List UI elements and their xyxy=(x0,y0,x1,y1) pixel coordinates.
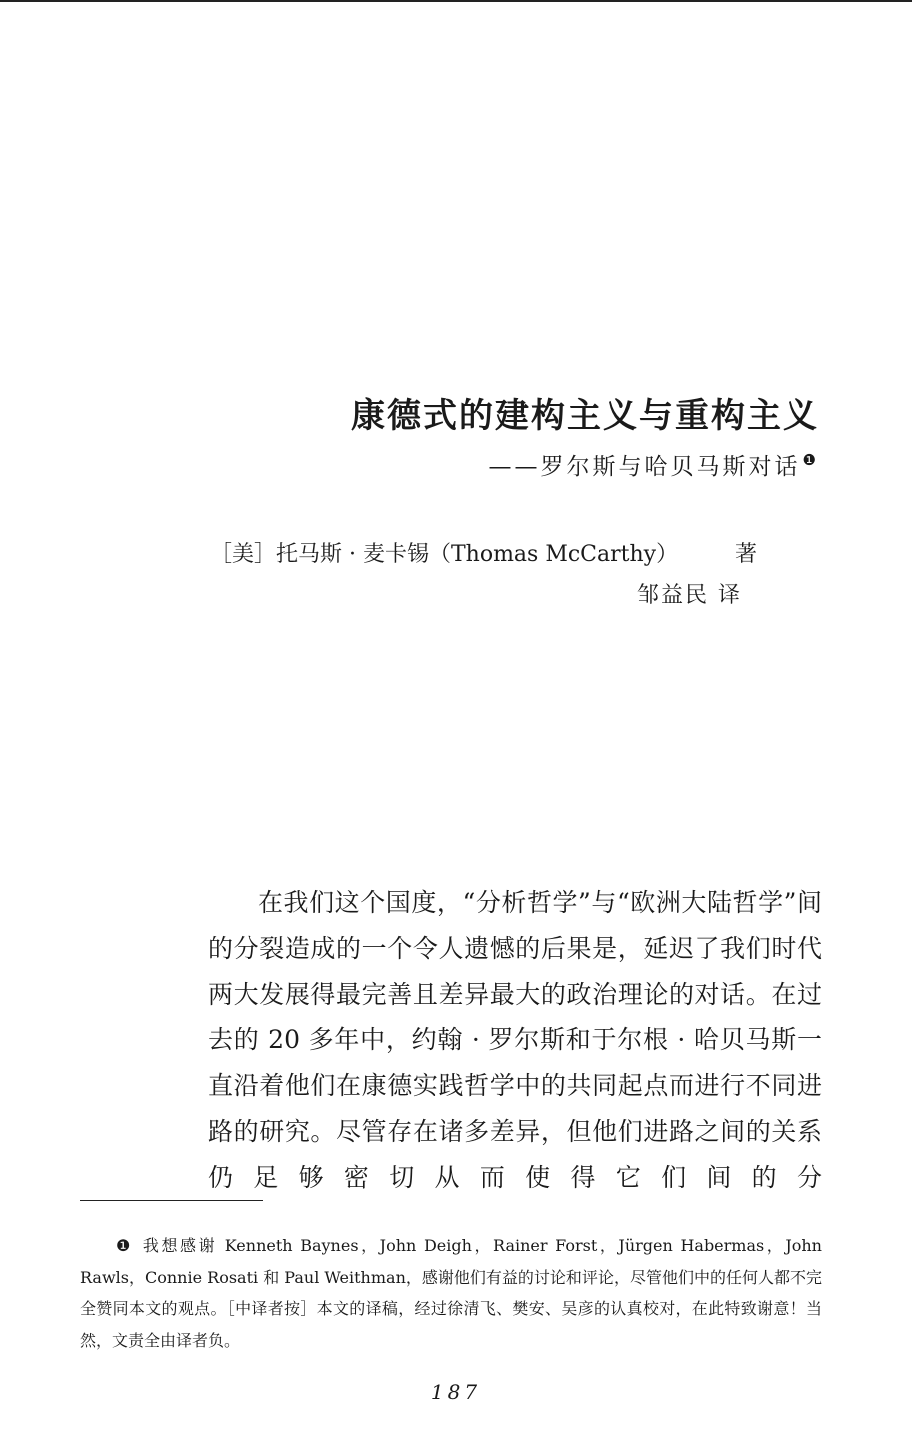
footnote-reference-marker[interactable]: ❶ xyxy=(802,451,819,469)
footnote-text: 我想感谢 Kenneth Baynes，John Deigh，Rainer Forst，Jürgen Habermas，John Rawls，Connie Rosati 和 Paul Weithman，感谢他们有益的讨论和评论，尽管他们中的任何人都不完全赞同本文的观点。［中译者按］本文的译稿，经过徐清飞、樊安、吴彦的认真校对，在此特致谢意！当然，文责全由译者负。 xyxy=(80,1236,822,1350)
body-text xyxy=(208,880,822,1201)
top-border-line xyxy=(0,0,912,2)
subtitle-text: ——罗尔斯与哈贝马斯对话 xyxy=(488,454,801,480)
footnote-paragraph xyxy=(80,1230,822,1356)
footnote xyxy=(80,1230,822,1356)
author-role: 著 xyxy=(735,542,758,567)
page-number: 187 xyxy=(430,1380,482,1404)
author-name: ［美］托马斯 · 麦卡锡（Thomas McCarthy） xyxy=(210,542,679,567)
author-line xyxy=(210,537,758,568)
body-paragraph: 在我们这个国度，“分析哲学”与“欧洲大陆哲学”间的分裂造成的一个令人遗憾的后果是，延迟了我们时代两大发展得最完善且差异最大的政治理论的对话。在过去的 20 多年中，约翰 · 罗尔斯和于尔根 · 哈贝马斯一直沿着他们在康德实践哲学中的共同起点而进行不同进路的研究。尽管存在诸多差异，但他们进路之间的关系仍足够密切从而使得它们间的分 xyxy=(208,888,822,1192)
article-subtitle xyxy=(489,448,819,481)
footnote-divider xyxy=(80,1200,263,1201)
article-title: 康德式的建构主义与重构主义 xyxy=(351,396,819,436)
translator-line: 邹益民 译 xyxy=(637,583,742,608)
footnote-number: ❶ xyxy=(116,1236,133,1255)
